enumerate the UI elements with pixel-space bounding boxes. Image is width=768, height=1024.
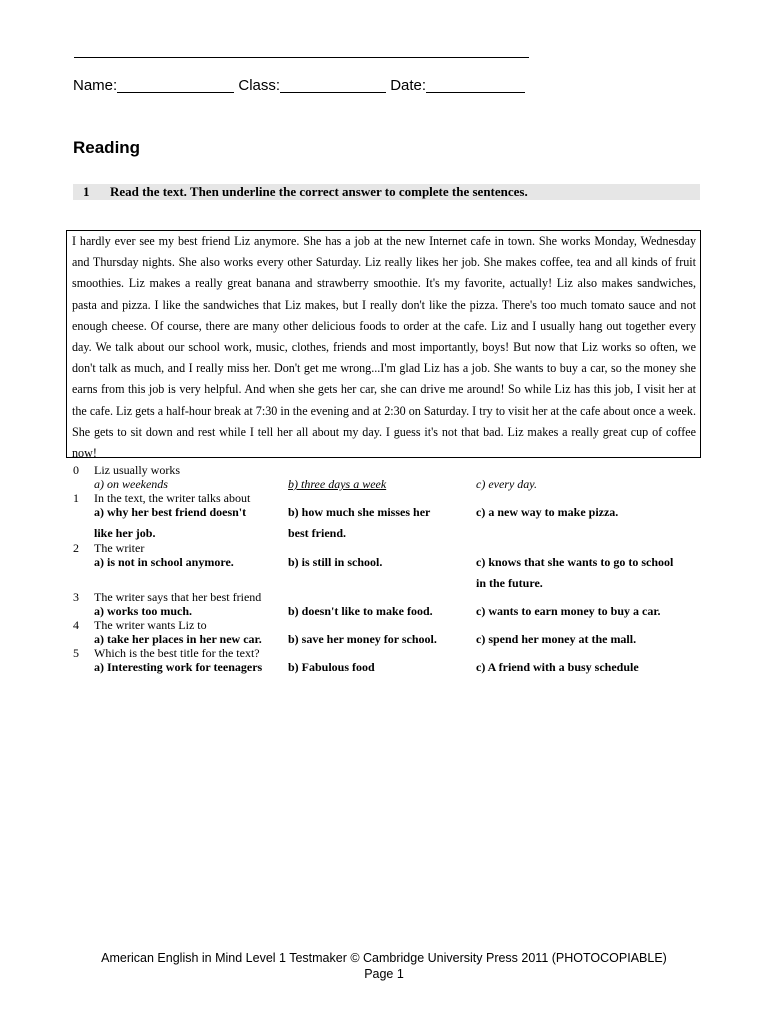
option-a[interactable]: a) why her best friend doesn't <box>94 505 247 519</box>
class-label: Class: <box>238 77 281 94</box>
section-title: Reading <box>73 138 141 157</box>
option-c[interactable]: c) knows that she wants to go to school <box>476 555 674 569</box>
question-text: In the text, the writer talks about <box>94 491 251 505</box>
question-number: 2 <box>73 541 79 555</box>
reading-passage: I hardly ever see my best friend Liz anymore. She has a job at the new Internet cafe in town. She works Monday, Wednesday and Thursday nights. She also works every other Saturday. Liz really likes her job. She makes coffee, tea and all kinds of fruit smoothies. Liz makes a really great banana and strawberry smoothie. It's my favorite, actually! Liz also makes sandwiches, pasta and pizza. I like the sandwiches that Liz makes, but I really don't like the pizza. There's too much tomato sauce and not enough cheese. Of course, there are many other delicious foods to order at the cafe. Liz and I usually hang out together every day. We talk about our school work, music, clothes, friends and most importantly, boys! But now that Liz works so often, we don't talk as much, and I really miss her. Don't get me wrong...I'm glad Liz has a job. She wants to buy a car, so the money she earns from this job is very helpful. And when she gets her car, she can drive me around! So while Liz has this job, I visit her at the cafe. Liz gets a half-hour break at 7:30 in the evening and at 2:30 on Saturday. I try to visit her at the cafe about once a week. She gets to sit down and rest while I tell her all about my day. I guess it's not that bad. Liz makes a really great cup of coffee now! <box>66 230 701 458</box>
option-c[interactable]: c) A friend with a busy schedule <box>476 660 639 674</box>
question-text: The writer wants Liz to <box>94 618 207 632</box>
option-b-continued[interactable]: best friend. <box>288 526 346 540</box>
option-b[interactable]: b) how much she misses her <box>288 505 431 519</box>
option-c[interactable]: c) spend her money at the mall. <box>476 632 637 646</box>
question-text: The writer says that her best friend <box>94 590 262 604</box>
option-b[interactable]: b) three days a week <box>288 477 387 491</box>
exercise-instruction-bar <box>73 184 700 200</box>
question-number: 5 <box>73 646 79 660</box>
option-a[interactable]: a) on weekends <box>94 477 168 491</box>
option-b[interactable]: b) doesn't like to make food. <box>288 604 433 618</box>
page-number: Page 1 <box>364 967 404 981</box>
name-blank[interactable] <box>117 77 234 93</box>
option-a[interactable]: a) works too much. <box>94 604 192 618</box>
option-c[interactable]: c) a new way to make pizza. <box>476 505 619 519</box>
name-label: Name: <box>73 77 118 94</box>
top-rule <box>74 57 529 58</box>
option-a-continued[interactable]: like her job. <box>94 526 156 540</box>
question-number: 4 <box>73 618 79 632</box>
page-footer <box>0 950 768 982</box>
option-b[interactable]: b) Fabulous food <box>288 660 375 674</box>
option-b[interactable]: b) is still in school. <box>288 555 383 569</box>
option-a[interactable]: a) take her places in her new car. <box>94 632 262 646</box>
class-blank[interactable] <box>280 77 386 93</box>
exercise-number: 1 <box>83 184 90 199</box>
option-c[interactable]: c) every day. <box>476 477 537 491</box>
question-text: Liz usually works <box>94 463 180 477</box>
date-blank[interactable] <box>426 77 525 93</box>
option-c-continued[interactable]: in the future. <box>476 576 543 590</box>
exercise-instruction: Read the text. Then underline the correct answer to complete the sentences. <box>110 184 528 199</box>
question-number: 3 <box>73 590 79 604</box>
question-number: 1 <box>73 491 79 505</box>
option-a[interactable]: a) Interesting work for teenagers <box>94 660 263 674</box>
date-label: Date: <box>390 77 427 94</box>
option-b[interactable]: b) save her money for school. <box>288 632 437 646</box>
question-text: The writer <box>94 541 145 555</box>
option-a[interactable]: a) is not in school anymore. <box>94 555 234 569</box>
option-c[interactable]: c) wants to earn money to buy a car. <box>476 604 661 618</box>
student-info-line <box>73 77 525 94</box>
question-text: Which is the best title for the text? <box>94 646 260 660</box>
copyright-line: American English in Mind Level 1 Testmaker © Cambridge University Press 2011 (PHOTOCOPIABLE) <box>101 951 667 965</box>
question-number: 0 <box>73 463 79 477</box>
